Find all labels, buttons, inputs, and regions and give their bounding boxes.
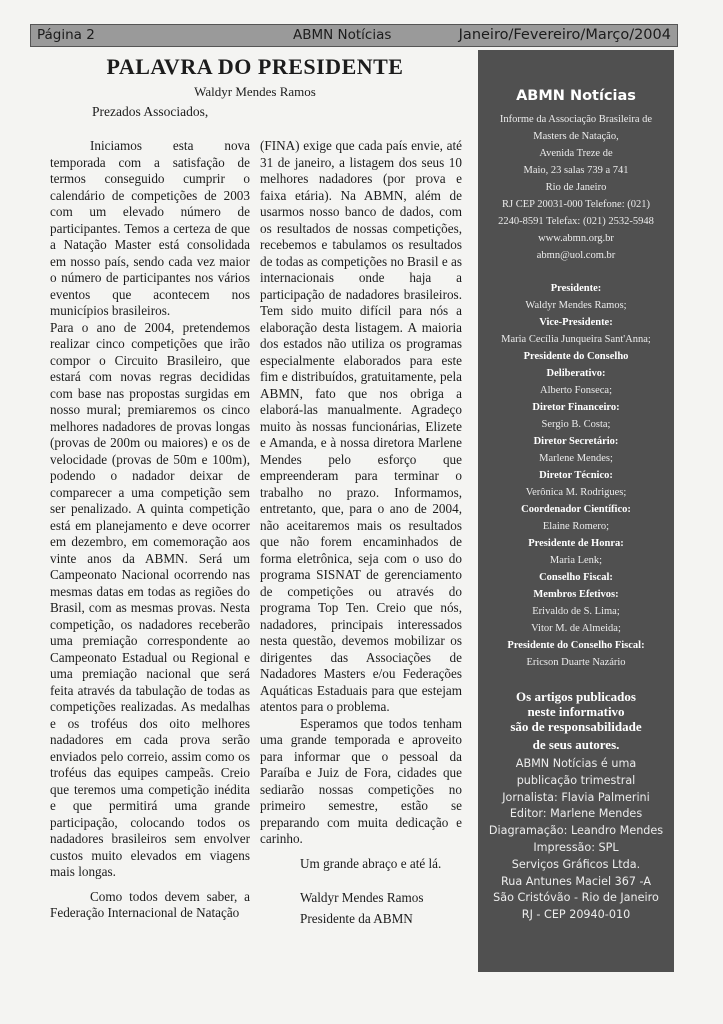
info-line: RJ CEP 20031-000 Telefone: (021) xyxy=(502,199,650,210)
credit-line: Jornalista: Flavia Palmerini xyxy=(502,790,650,804)
email: abmn@uol.com.br xyxy=(536,250,616,261)
info-line: Avenida Treze de xyxy=(539,148,613,159)
role-title: Presidente: xyxy=(550,283,602,294)
masthead-sidebar xyxy=(478,50,674,972)
board-members xyxy=(478,280,674,671)
disclaimer-line: de seus autores. xyxy=(532,737,620,752)
role-name: Waldyr Mendes Ramos; xyxy=(525,300,627,311)
article-author: Waldyr Mendes Ramos xyxy=(194,84,316,99)
role-name: Sergio B. Costa; xyxy=(541,419,611,430)
paragraph: Para o ano de 2004, pretendemos realizar cinco competições que irão compor o Circuito Brasileiro, que estará com novas regras decididas com base nas propostas surgidas em nosso mural; premiaremos os cinco melhores nadadores de provas longas (provas de 200m ou maiores) e os de velocidade (provas de 50m e 100m), podendo o nadador deixar de comparecer a uma competição sem ser penalizado. A quinta competição está em planejamento e deve ocorrer em dezembro, em comemoração aos vinte anos da ABMN. Será um Campeonato Nacional ocorrendo nas mesmas datas em todas as regiões do Brasil, com as mesmas provas. Nesta competição, os nadadores receberão uma premiação correspondente ao Campeonato Estadual ou Regional e uma premiação nacional que será feita através da tabulação de todas as competições realizadas. As medalhas e os troféus dos oito melhores nadadores em cada prova serão enviados pelo correio, assim como os troféus das equipes campeãs. Creio que teremos uma competição inédita e que permitirá uma grande participação, colocando todos os nadadores brasileiros sem envolver custos muito elevados em viagens mais longas. xyxy=(50,319,250,879)
credit-line: Impressão: SPL xyxy=(533,840,619,854)
role-name: Marlene Mendes; xyxy=(539,453,613,464)
page-header xyxy=(30,24,678,47)
credit-line: ABMN Notícias é uma xyxy=(515,757,637,770)
signature-name: Waldyr Mendes Ramos xyxy=(300,890,424,905)
signature-role: Presidente da ABMN xyxy=(300,910,413,926)
role-title: Diretor Financeiro: xyxy=(532,402,620,413)
role-name: Erivaldo de S. Lima; xyxy=(532,606,620,617)
disclaimer-line: neste informativo xyxy=(527,704,625,719)
role-title: Presidente do Conselho Fiscal: xyxy=(507,640,645,651)
disclaimer-line: Os artigos publicados xyxy=(516,689,636,704)
role-title: Membros Efetivos: xyxy=(533,589,619,600)
paragraph: Como todos devem saber, a Federação Internacional de Natação xyxy=(50,888,250,920)
page-number: Página 2 xyxy=(37,27,95,43)
sidebar-title: ABMN Notícias xyxy=(516,88,636,104)
article-greeting: Prezados Associados, xyxy=(92,104,209,119)
info-line: Masters de Natação, xyxy=(533,131,619,142)
info-line: Rio de Janeiro xyxy=(545,182,607,193)
role-name: Vitor M. de Almeida; xyxy=(531,623,621,634)
role-title: Coordenador Científico: xyxy=(521,504,631,515)
role-title: Vice-Presidente: xyxy=(539,317,613,328)
role-title: Presidente do Conselho xyxy=(523,351,629,362)
credit-line: Rua Antunes Maciel 367 -A xyxy=(500,874,652,888)
contact-info xyxy=(488,111,664,264)
credit-line: Diagramação: Leandro Mendes xyxy=(488,824,664,838)
website: www.abmn.org.br xyxy=(538,233,614,244)
article-column-2 xyxy=(260,138,462,978)
role-name: Ericson Duarte Nazário xyxy=(526,657,626,668)
publication-name: ABMN Notícias xyxy=(293,27,392,43)
role-title: Diretor Secretário: xyxy=(533,436,619,447)
article-title: PALAVRA DO PRESIDENTE xyxy=(106,54,404,79)
article-column-1 xyxy=(50,138,250,968)
credit-line: São Cristóvão - Rio de Janeiro xyxy=(493,891,659,905)
paragraph: Esperamos que todos tenham uma grande temporada e aproveito para informar que o pessoal da Paraíba e Juiz de Fora, cidades que sediarão nossas competições no primeiro semestre, estão se preparando com muita dedicação e carinho. xyxy=(260,715,462,846)
publication-credits xyxy=(478,756,674,924)
role-title: Presidente de Honra: xyxy=(528,538,624,549)
role-title: Conselho Fiscal: xyxy=(539,572,613,583)
credit-line: RJ - CEP 20940-010 xyxy=(521,908,631,922)
info-line: Informe da Associação Brasileira de xyxy=(499,114,653,125)
disclaimer xyxy=(478,689,674,752)
credit-line: Serviços Gráficos Ltda. xyxy=(511,857,641,871)
role-name: Elaine Romero; xyxy=(542,521,610,532)
info-line: 2240-8591 Telefax: (021) 2532-5948 xyxy=(498,216,654,227)
role-name: Maria Cecília Junqueira Sant'Anna; xyxy=(501,334,651,345)
credit-line: publicação trimestral xyxy=(516,773,636,787)
credit-line: Editor: Marlene Mendes xyxy=(509,807,643,821)
paragraph: (FINA) exige que cada país envie, até 31 de janeiro, a listagem dos seus 10 melhores nadadores (por prova e faixa etária). Na ABMN, além de usarmos nosso banco de dados, com os resultados de nossas competições, recebemos e tabulamos os resultados de todas as competições no Brasil e as internacionais onde haja a participação de nadadores brasileiros. Tem sido muito difícil para nós a elaboração desta listagem. A maioria dos estados não utiliza os programas especialmente elaborados para este fim e distribuídos, gratuitamente, pela ABMN, fato que nos obriga a elaborá-las manualmente. Agradeço muito às nossas funcionárias, Elizete e Amanda, e à nossa diretora Marlene Mendes pelo esforço que empreenderam para terminar o trabalho no prazo. Informamos, entretanto, que, para o ano de 2004, não aceitaremos mais os resultados que não forem encaminhados de forma eletrônica, seja com o uso do programa SISNAT de gerenciamento de competições ou através do programa Top Ten. Creio que nós, nadadores, principais interessados nesta questão, devemos mobilizar os dirigentes das Associações de Nadadores Masters e/ou Federações Aquáticas Estaduais para que estejam atentos para o problema. xyxy=(260,138,462,714)
info-line: Maio, 23 salas 739 a 741 xyxy=(523,165,629,176)
issue-date: Janeiro/Fevereiro/Março/2004 xyxy=(458,27,671,43)
disclaimer-line: são de responsabilidade xyxy=(510,719,642,734)
role-name: Verônica M. Rodrigues; xyxy=(525,487,627,498)
closing-line: Um grande abraço e até lá. xyxy=(300,855,442,871)
role-title: Deliberativo: xyxy=(546,368,606,379)
role-title: Diretor Técnico: xyxy=(539,470,613,481)
role-name: Maria Lenk; xyxy=(549,555,603,566)
paragraph: Iniciamos esta nova temporada com a satisfação de termos conseguido cumprir o calendário de competições de 2003 com um elevado número de participantes. Temos a certeza de que a Natação Master está consolidada em nosso país, sendo cada vez maior o número de participantes nos vários eventos que acontecem nos municípios brasileiros. xyxy=(50,138,250,318)
role-name: Alberto Fonseca; xyxy=(539,385,613,396)
